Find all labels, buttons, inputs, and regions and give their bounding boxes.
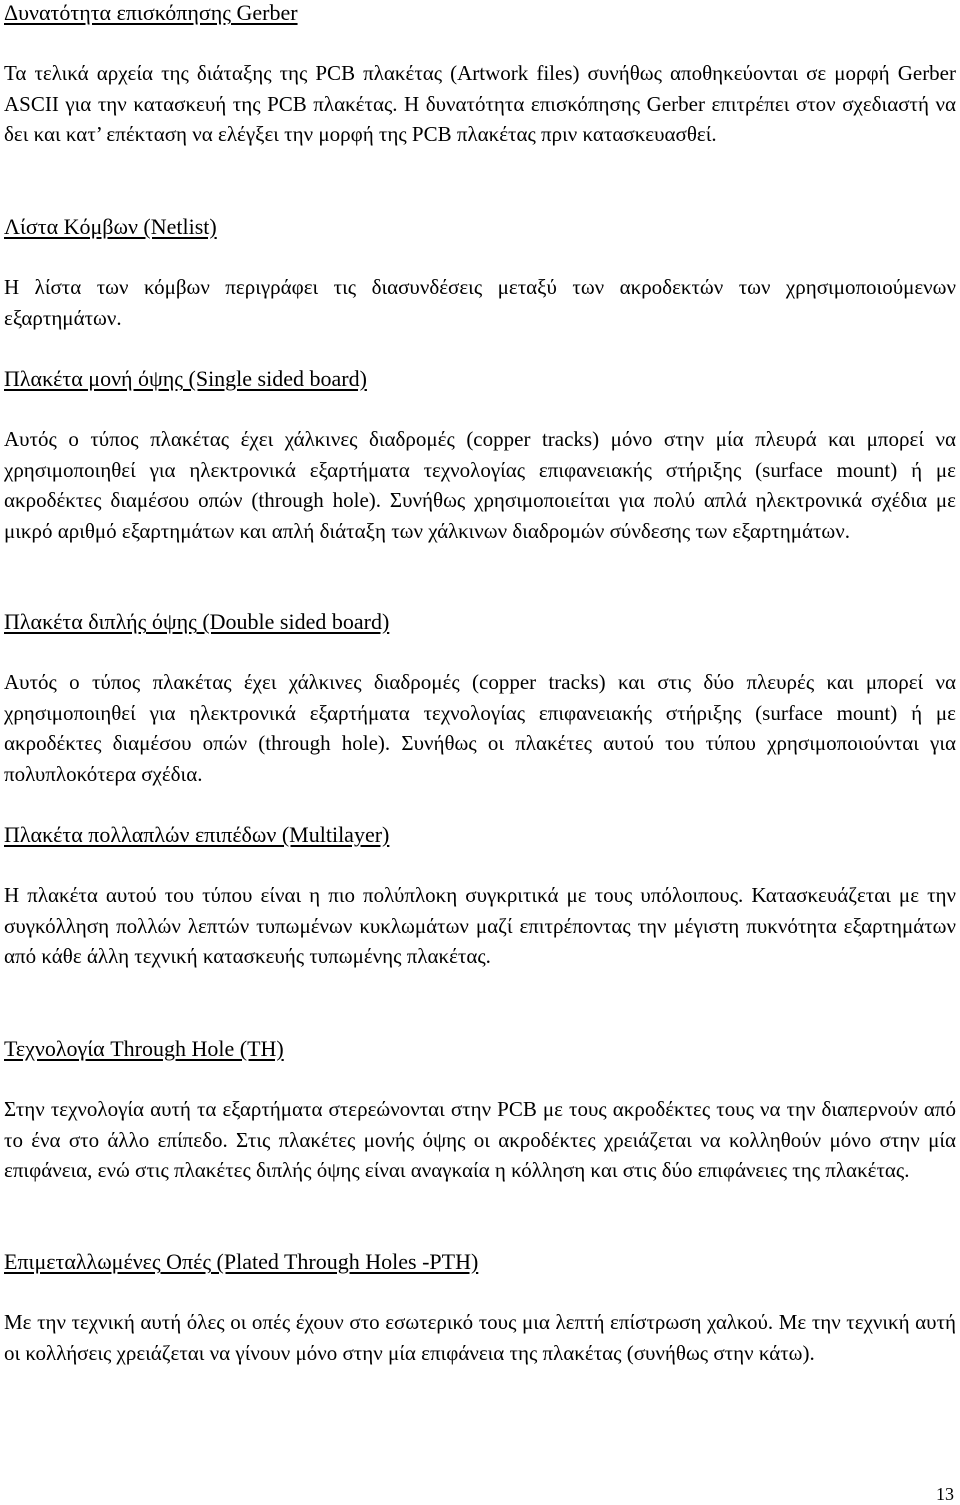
section-body-gerber: Τα τελικά αρχεία της διάταξης της PCB πλακέτας (Artwork files) συνήθως αποθηκεύονται σε μορφή Gerber ASCII για την κατασκευή της PCB πλακέτας. Η δυνατότητα επισκόπησης Gerber επιτρέπει στον σχεδιαστή να δει και κατ’ επέκταση να ελέγξει την μορφή της PCB πλακέτας πριν κατασκευασθεί. xyxy=(4,61,956,146)
section-heading-gerber: Δυνατότητα επισκόπησης Gerber xyxy=(4,0,298,25)
section-heading-through-hole: Τεχνολογία Through Hole (TH) xyxy=(4,1036,284,1061)
section-body-single-sided: Αυτός ο τύπος πλακέτας έχει χάλκινες διαδρομές (copper tracks) μόνο στην μία πλευρά και μπορεί να χρησιμοποιηθεί για ηλεκτρονικά εξαρτήματα τεχνολογίας επιφανειακής στήριξης (surface mount) ή με ακροδέκτες διαμέσου οπών (through hole). Συνήθως χρησιμοποιείται για πολύ απλά ηλεκτρονικά σχέδια με μικρό αριθμό εξαρτημάτων και απλή διάταξη των χάλκινων διαδρομών σύνδεσης των εξαρτημάτων. xyxy=(4,427,956,543)
section-body-netlist: Η λίστα των κόμβων περιγράφει τις διασυνδέσεις μεταξύ των ακροδεκτών των χρησιμοποιούμενων εξαρτημάτων. xyxy=(4,275,956,330)
section-heading-single-sided: Πλακέτα μονή όψης (Single sided board) xyxy=(4,366,367,391)
section-body-multilayer: Η πλακέτα αυτού του τύπου είναι η πιο πολύπλοκη συγκριτικά με τους υπόλοιπους. Κατασκευάζεται με την συγκόλληση πολλών λεπτών τυπωμένων κυκλωμάτων μαζί επιτρέποντας την μέγιστη πυκνότητα εξαρτημάτων από κάθε άλλη τεχνική κατασκευής τυπωμένης πλακέτας. xyxy=(4,883,956,968)
section-heading-double-sided: Πλακέτα διπλής όψης (Double sided board) xyxy=(4,609,390,634)
section-body-pth: Με την τεχνική αυτή όλες οι οπές έχουν στο εσωτερικό τους μια λεπτή επίστρωση χαλκού. Με την τεχνική αυτή οι κολλήσεις χρειάζεται να γίνουν μόνο στην μία επιφάνεια της πλακέτας (συνήθως στην κάτω). xyxy=(4,1310,956,1365)
section-heading-pth: Επιμεταλλωμένες Οπές (Plated Through Holes -PTH) xyxy=(4,1249,479,1274)
section-body-through-hole: Στην τεχνολογία αυτή τα εξαρτήματα στερεώνονται στην PCB με τους ακροδέκτες τους να την διαπερνούν από το ένα στο άλλο επίπεδο. Στις πλακέτες μονής όψης οι ακροδέκτες χρειάζεται να κολληθούν μόνο στην μία επιφάνεια, ενώ στις πλακέτες διπλής όψης είναι αναγκαία η κόλληση και στις δύο επιφάνειες της πλακέτας. xyxy=(4,1097,956,1182)
section-heading-multilayer: Πλακέτα πολλαπλών επιπέδων (Multilayer) xyxy=(4,822,390,847)
section-heading-netlist: Λίστα Κόμβων (Netlist) xyxy=(4,214,217,239)
page-number: 13 xyxy=(936,1484,954,1504)
section-body-double-sided: Αυτός ο τύπος πλακέτας έχει χάλκινες διαδρομές (copper tracks) και στις δύο πλευρές και μπορεί να χρησιμοποιηθεί για ηλεκτρονικά εξαρτήματα τεχνολογίας επιφανειακής στήριξης (surface mount) ή με ακροδέκτες διαμέσου οπών (through hole). Συνήθως οι πλακέτες αυτού του τύπου χρησιμοποιούνται για πολυπλοκότερα σχέδια. xyxy=(4,670,956,786)
